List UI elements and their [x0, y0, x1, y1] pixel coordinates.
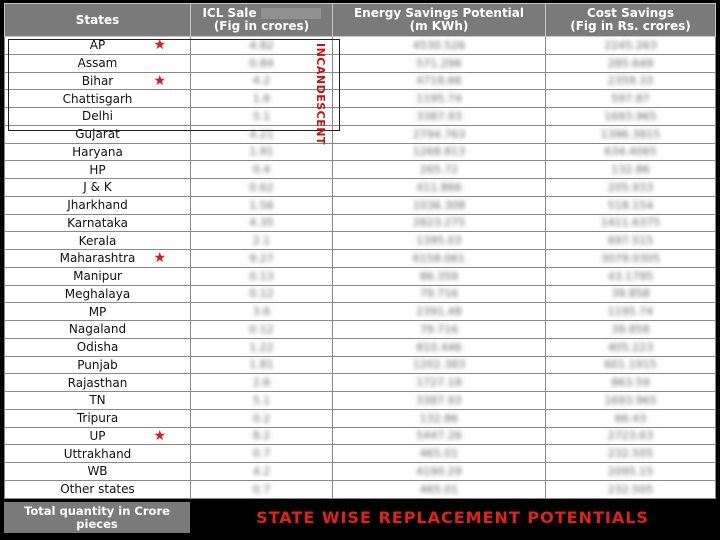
energy-value-cell: [333, 37, 546, 55]
energy-value: 2391.48: [416, 305, 462, 319]
icl-value: 9.27: [249, 251, 274, 265]
energy-value: 810.446: [416, 340, 462, 354]
state-name: Gujarat: [75, 127, 120, 142]
cost-value-cell: [546, 392, 716, 410]
state-table: [4, 3, 716, 499]
icl-value: 0.13: [249, 269, 274, 283]
state-name: HP: [89, 162, 106, 177]
table-row: [5, 338, 716, 356]
energy-value: 1195.74: [416, 92, 462, 106]
energy-value-cell: [333, 108, 546, 126]
energy-value: 3387.93: [416, 109, 462, 123]
table-body: [5, 37, 716, 499]
icl-value-cell: [191, 409, 333, 427]
cost-value: 3079.0305: [600, 251, 661, 265]
icl-value: 1.6: [252, 92, 271, 106]
state-name: Meghalaya: [64, 286, 131, 301]
icl-value-cell: [191, 445, 333, 463]
icl-value: 4.21: [249, 127, 274, 141]
energy-value: 465.01: [419, 447, 459, 461]
state-name-cell: [5, 196, 191, 214]
energy-value-cell: [333, 196, 546, 214]
table-row: [5, 72, 716, 90]
state-name: Odisha: [76, 340, 119, 355]
energy-value: 79.716: [419, 287, 459, 301]
table-row: [5, 196, 716, 214]
state-name-cell: [5, 374, 191, 392]
state-name-cell: [5, 161, 191, 179]
energy-value-cell: [333, 214, 546, 232]
icl-value-cell: [191, 232, 333, 250]
energy-value-cell: [333, 427, 546, 445]
cost-value-cell: [546, 374, 716, 392]
state-name: Maharashtra: [59, 251, 136, 266]
header-row: [5, 4, 716, 37]
icl-value: 0.2: [252, 411, 271, 425]
cost-value-cell: [546, 196, 716, 214]
cost-value-cell: [546, 303, 716, 321]
cost-value: 43.1795: [607, 269, 654, 283]
state-name: J & K: [83, 180, 112, 195]
energy-value-cell: [333, 161, 546, 179]
energy-value: 1727.18: [416, 376, 462, 390]
table-row: [5, 108, 716, 126]
icl-value: 5.1: [252, 393, 271, 407]
table-row: [5, 37, 716, 55]
energy-value-cell: [333, 179, 546, 197]
energy-value: 4718.66: [416, 74, 462, 88]
energy-value: 5447.26: [416, 429, 462, 443]
cost-value: 1396.3815: [600, 127, 661, 141]
energy-value: 6158.061: [412, 251, 466, 265]
icl-value: 0.12: [249, 322, 274, 336]
table-row: [5, 480, 716, 498]
cost-value: 518.154: [607, 198, 654, 212]
cost-value: 66.43: [614, 411, 647, 425]
icl-value-cell: [191, 267, 333, 285]
icl-value-cell: [191, 108, 333, 126]
table-row: [5, 54, 716, 72]
cost-value: 405.223: [607, 340, 654, 354]
cost-value-cell: [546, 445, 716, 463]
state-name: Tripura: [76, 411, 119, 426]
cost-value: 232.505: [607, 482, 654, 496]
icl-value: 2.1: [252, 234, 271, 248]
state-name-cell: [5, 125, 191, 143]
state-name-cell: [5, 250, 191, 268]
energy-value: 4530.526: [412, 38, 466, 52]
energy-value: 1268.813: [412, 145, 466, 159]
table-row: [5, 232, 716, 250]
icl-value: 4.2: [252, 464, 271, 478]
icl-value-cell: [191, 480, 333, 498]
header-icl-sale: ICL Sale (Fig in crores): [191, 4, 333, 37]
energy-value-cell: [333, 90, 546, 108]
energy-value-cell: [333, 125, 546, 143]
icl-value: 0.62: [249, 180, 274, 194]
icl-value: 1.91: [249, 145, 274, 159]
table-row: [5, 90, 716, 108]
state-name: Kerala: [78, 233, 117, 248]
icl-value-cell: [191, 321, 333, 339]
cost-value-cell: [546, 125, 716, 143]
energy-value-cell: [333, 250, 546, 268]
table-row: [5, 321, 716, 339]
state-name: Assam: [77, 56, 118, 71]
icl-value: 1.81: [249, 358, 274, 372]
icl-value-cell: [191, 143, 333, 161]
state-name: TN: [89, 393, 106, 408]
cost-value-cell: [546, 321, 716, 339]
cost-value-cell: [546, 356, 716, 374]
icl-value: 1.56: [249, 198, 274, 212]
cost-value: 1693.965: [604, 109, 657, 123]
state-name: Jharkhand: [67, 198, 128, 213]
cost-value-cell: [546, 285, 716, 303]
state-name-cell: [5, 427, 191, 445]
cost-value: 205.933: [607, 180, 654, 194]
table-row: [5, 250, 716, 268]
energy-value-cell: [333, 303, 546, 321]
table-row: [5, 463, 716, 481]
cost-value: 232.505: [607, 447, 654, 461]
energy-value: 465.01: [419, 482, 459, 496]
cost-value-cell: [546, 161, 716, 179]
state-name-cell: [5, 54, 191, 72]
state-name: Karnataka: [67, 215, 128, 230]
icl-value: 3.6: [252, 305, 271, 319]
state-name-cell: [5, 409, 191, 427]
state-name-cell: [5, 143, 191, 161]
state-name-cell: [5, 214, 191, 232]
state-name-cell: [5, 303, 191, 321]
table-row: [5, 179, 716, 197]
icl-value: 2.6: [252, 376, 271, 390]
energy-value-cell: [333, 445, 546, 463]
energy-value-cell: [333, 392, 546, 410]
cost-value: 285.649: [607, 56, 654, 70]
state-name-cell: [5, 285, 191, 303]
cost-value: 2359.33: [607, 74, 654, 88]
cost-value: 2095.15: [607, 464, 654, 478]
icl-value: 4.35: [249, 216, 274, 230]
table-row: [5, 445, 716, 463]
energy-value: 411.866: [416, 180, 462, 194]
cost-value-cell: [546, 267, 716, 285]
state-name: Bihar: [81, 73, 114, 88]
state-name-cell: [5, 480, 191, 498]
icl-value: 0.12: [249, 287, 274, 301]
cost-value: 601.1915: [604, 358, 657, 372]
table-row: [5, 285, 716, 303]
energy-value-cell: [333, 267, 546, 285]
state-name-cell: [5, 267, 191, 285]
icl-value-cell: [191, 179, 333, 197]
energy-value-cell: [333, 374, 546, 392]
state-name-cell: [5, 392, 191, 410]
state-name-cell: [5, 232, 191, 250]
icl-value-cell: [191, 303, 333, 321]
redaction-box: [261, 8, 321, 19]
state-name-cell: [5, 179, 191, 197]
icl-value: 4.2: [252, 74, 271, 88]
star-icon: ★: [153, 72, 166, 89]
cost-value-cell: [546, 143, 716, 161]
energy-value: 265.72: [419, 163, 459, 177]
table-row: [5, 392, 716, 410]
slide-frame: [4, 3, 715, 533]
icl-value-cell: [191, 196, 333, 214]
energy-value: 571.296: [416, 56, 462, 70]
state-name: Manipur: [73, 269, 122, 284]
cost-value: 1693.965: [604, 393, 657, 407]
icl-value: 0.4: [252, 163, 271, 177]
energy-value: 86.359: [419, 269, 459, 283]
energy-value-cell: [333, 143, 546, 161]
cost-value-cell: [546, 463, 716, 481]
state-name-cell: [5, 90, 191, 108]
incandescent-label: INCANDESCENT: [314, 43, 327, 145]
icl-value-cell: [191, 250, 333, 268]
state-name-cell: [5, 37, 191, 55]
cost-value: 634.4065: [604, 145, 657, 159]
state-name-cell: [5, 445, 191, 463]
banner-title: STATE WISE REPLACEMENT POTENTIALS: [190, 502, 715, 533]
cost-value-cell: [546, 54, 716, 72]
icl-value-cell: [191, 54, 333, 72]
state-name: Haryana: [72, 144, 123, 159]
star-icon: ★: [153, 250, 166, 266]
table-row: [5, 161, 716, 179]
table-row: [5, 125, 716, 143]
cost-value-cell: [546, 427, 716, 445]
cost-value: 2245.263: [604, 38, 657, 52]
icl-value: 4.82: [249, 38, 274, 52]
energy-value: 132.86: [419, 411, 459, 425]
icl-value: 1.22: [249, 340, 274, 354]
cost-value-cell: [546, 232, 716, 250]
state-name-cell: [5, 338, 191, 356]
icl-value-cell: [191, 356, 333, 374]
cost-value-cell: [546, 72, 716, 90]
state-name-cell: [5, 463, 191, 481]
table-row: [5, 303, 716, 321]
energy-value-cell: [333, 356, 546, 374]
state-name: UP: [89, 428, 106, 443]
state-name-cell: [5, 108, 191, 126]
icl-value-cell: [191, 374, 333, 392]
icl-value: 5.1: [252, 109, 271, 123]
star-icon: ★: [153, 37, 166, 53]
icl-value-cell: [191, 285, 333, 303]
energy-value-cell: [333, 232, 546, 250]
cost-value: 597.87: [611, 92, 650, 106]
cost-value-cell: [546, 179, 716, 197]
cost-value: 697.515: [607, 234, 654, 248]
icl-value-cell: [191, 338, 333, 356]
state-name: MP: [88, 304, 107, 319]
cost-value: 2723.63: [607, 429, 654, 443]
energy-value-cell: [333, 338, 546, 356]
total-quantity-label: Total quantity in Crore pieces: [4, 502, 190, 533]
icl-value-cell: [191, 37, 333, 55]
cost-value: 132.86: [611, 163, 650, 177]
energy-value-cell: [333, 480, 546, 498]
cost-value-cell: [546, 214, 716, 232]
header-states: States: [5, 4, 191, 37]
table-row: [5, 214, 716, 232]
table-row: [5, 356, 716, 374]
energy-value-cell: [333, 409, 546, 427]
cost-value-cell: [546, 90, 716, 108]
cost-value-cell: [546, 480, 716, 498]
cost-value-cell: [546, 108, 716, 126]
energy-value: 1395.03: [416, 234, 462, 248]
cost-value-cell: [546, 409, 716, 427]
state-name: Uttrakhand: [63, 446, 132, 461]
energy-value: 2823.275: [412, 216, 466, 230]
energy-value: 1036.308: [412, 198, 466, 212]
energy-value: 4190.29: [416, 464, 462, 478]
icl-value-cell: [191, 72, 333, 90]
state-name-cell: [5, 72, 191, 90]
icl-value-cell: [191, 90, 333, 108]
icl-value: 0.7: [252, 447, 271, 461]
table-row: [5, 374, 716, 392]
state-name-cell: [5, 321, 191, 339]
icl-value-cell: [191, 214, 333, 232]
energy-value-cell: [333, 321, 546, 339]
state-name: Punjab: [77, 357, 118, 372]
energy-value: 79.716: [419, 322, 459, 336]
state-name: Chattisgarh: [62, 91, 133, 106]
state-name: WB: [87, 464, 108, 479]
star-icon: ★: [153, 427, 166, 444]
cost-value: 39.858: [611, 322, 650, 336]
table-row: [5, 427, 716, 445]
cost-value-cell: [546, 37, 716, 55]
icl-value-cell: [191, 161, 333, 179]
footer-bar: [4, 502, 715, 533]
energy-value: 1202.383: [412, 358, 466, 372]
state-name: Other states: [60, 482, 135, 497]
energy-value-cell: [333, 54, 546, 72]
cost-value: 1195.74: [607, 305, 654, 319]
header-energy-savings: Energy Savings Potential (m KWh): [333, 4, 546, 37]
energy-value-cell: [333, 463, 546, 481]
icl-value: 0.84: [249, 56, 274, 70]
state-name: Nagaland: [68, 322, 127, 337]
table-row: [5, 267, 716, 285]
icl-value-cell: [191, 125, 333, 143]
icl-value-cell: [191, 392, 333, 410]
cost-value: 1411.6375: [600, 216, 661, 230]
icl-value: 8.2: [252, 429, 271, 443]
icl-value: 0.7: [252, 482, 271, 496]
cost-value-cell: [546, 338, 716, 356]
state-name: AP: [89, 38, 106, 53]
energy-value-cell: [333, 72, 546, 90]
state-name: Delhi: [82, 109, 113, 124]
energy-value: 2794.763: [412, 127, 466, 141]
state-name: Rajasthan: [67, 375, 128, 390]
state-name-cell: [5, 356, 191, 374]
cost-value: 39.858: [611, 287, 650, 301]
energy-value: 3387.93: [416, 393, 462, 407]
table-row: [5, 409, 716, 427]
header-cost-savings: Cost Savings (Fig in Rs. crores): [546, 4, 716, 37]
cost-value-cell: [546, 250, 716, 268]
energy-value-cell: [333, 285, 546, 303]
cost-value: 863.59: [611, 376, 650, 390]
icl-value-cell: [191, 427, 333, 445]
icl-value-cell: [191, 463, 333, 481]
table-row: [5, 143, 716, 161]
